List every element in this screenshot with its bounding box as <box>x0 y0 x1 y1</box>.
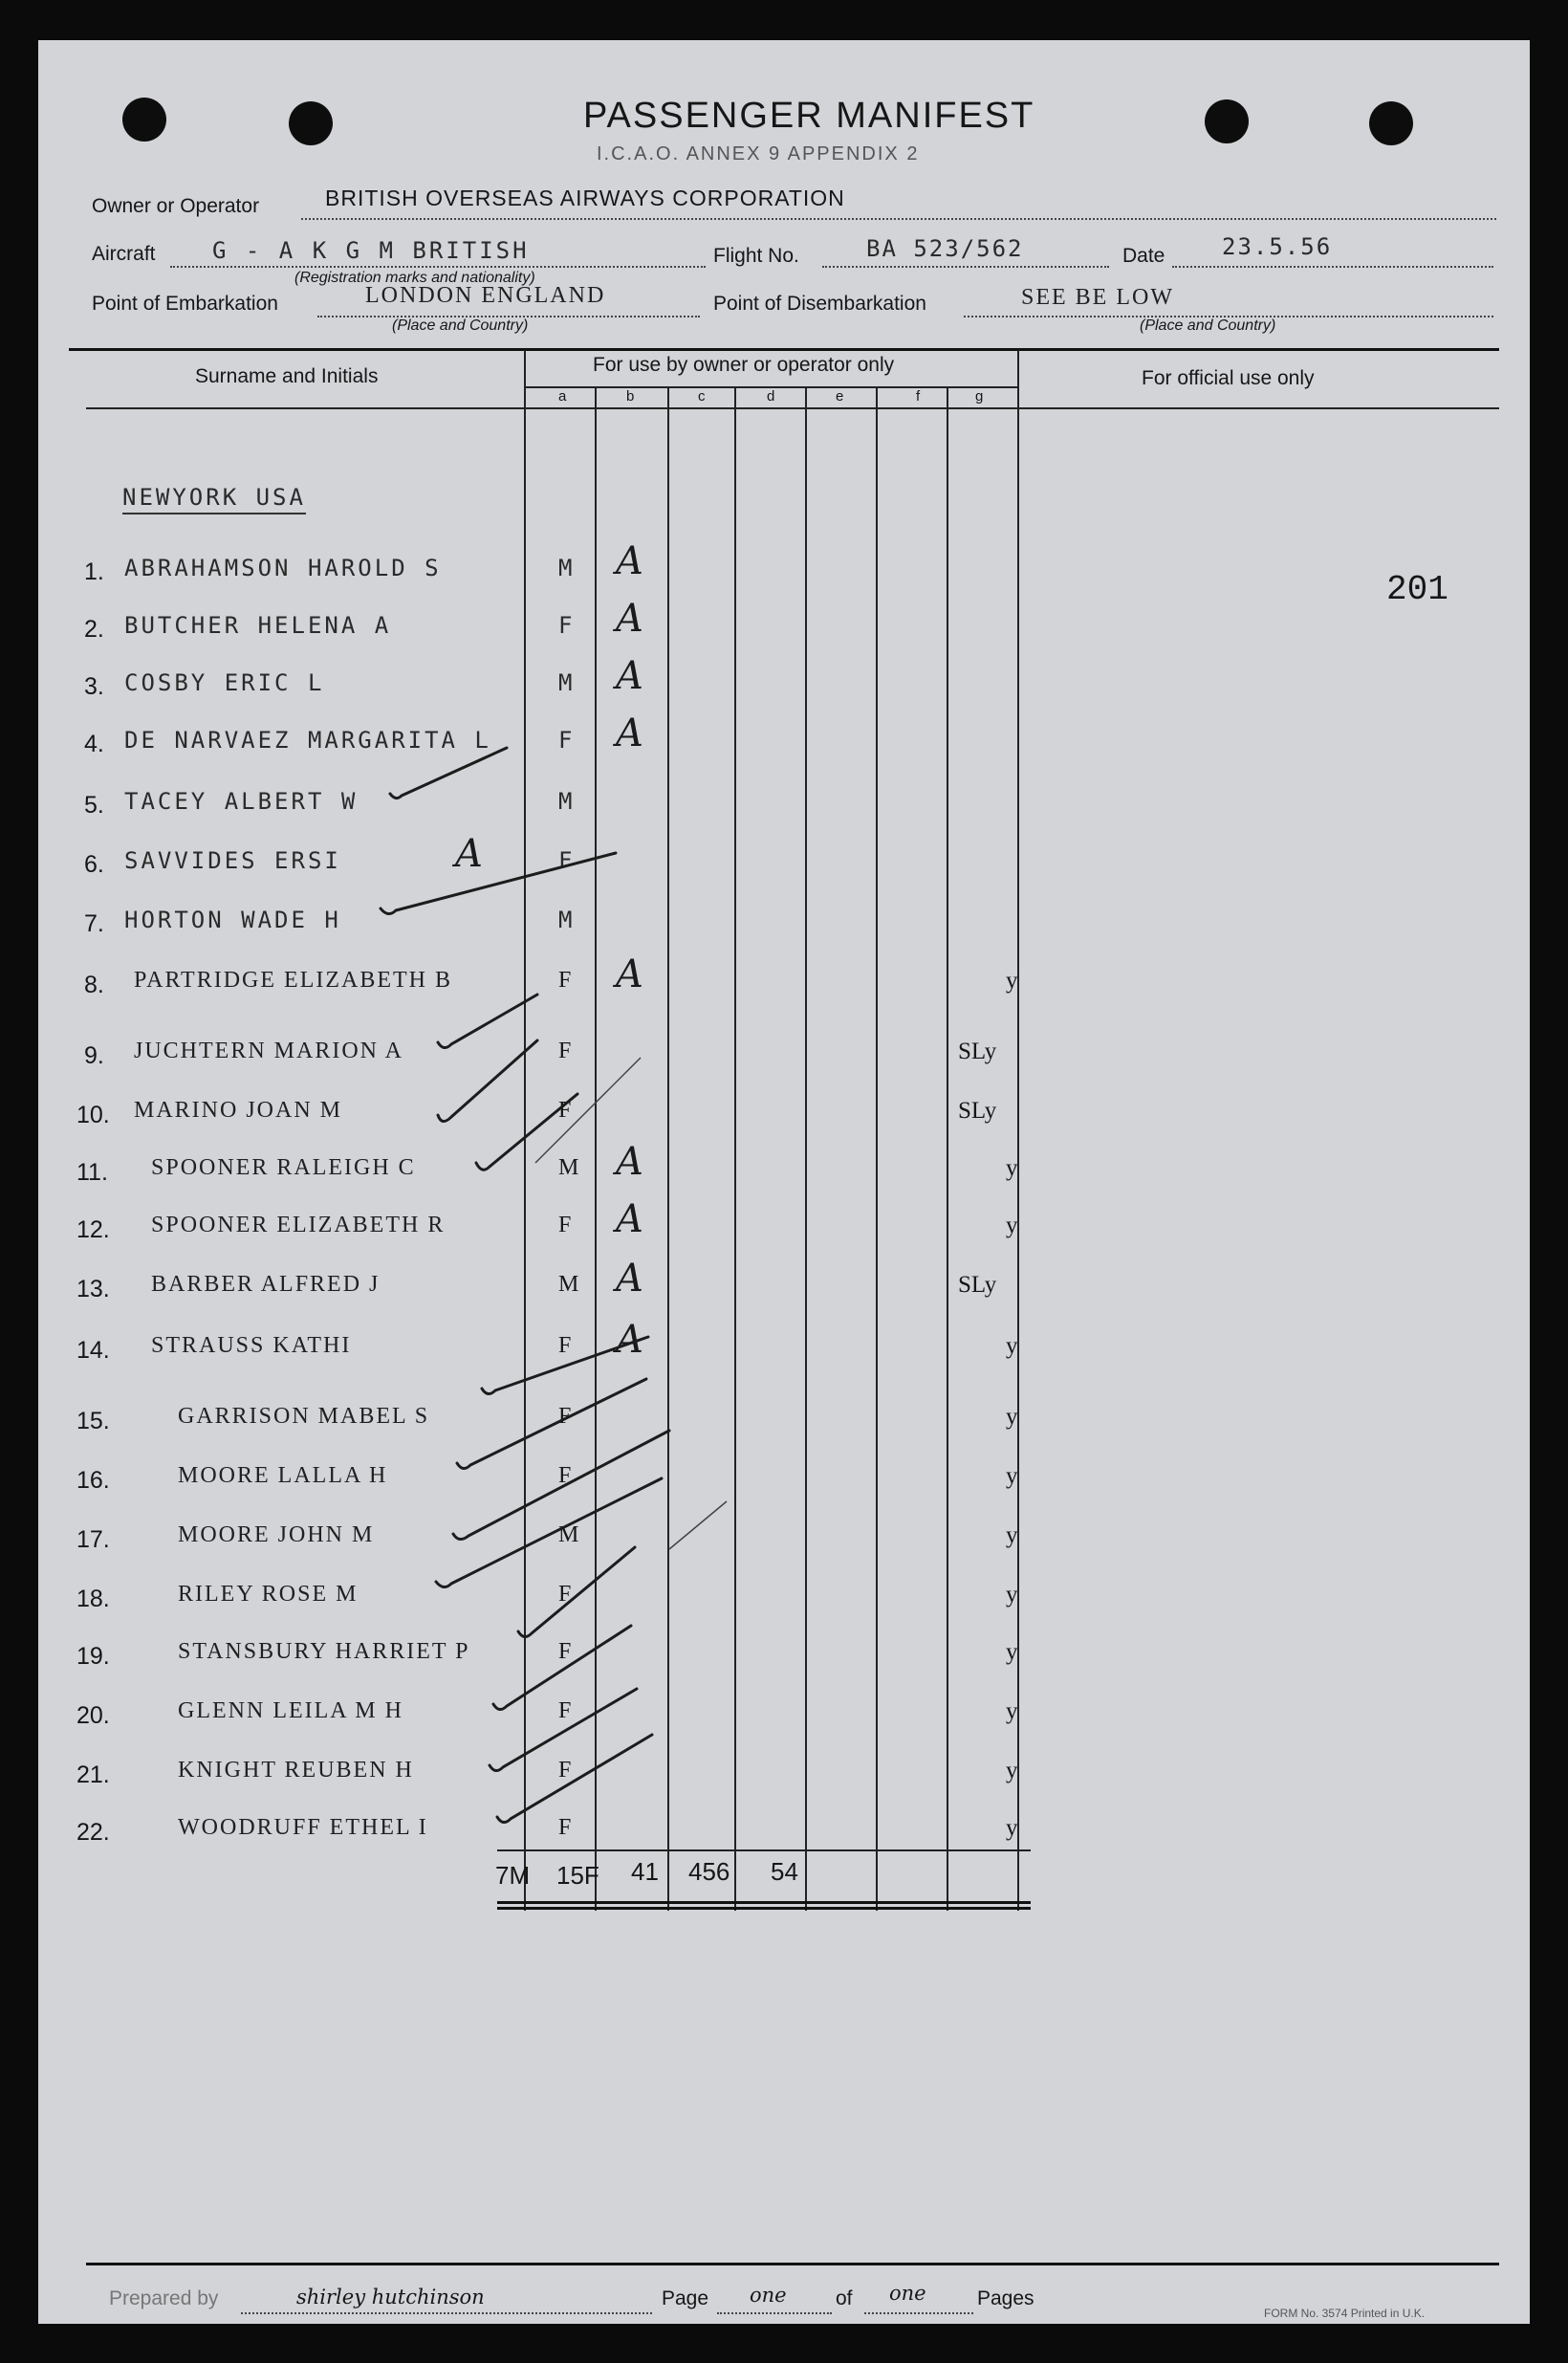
passenger-sex: M <box>558 1155 579 1180</box>
col-g-value: y <box>1006 1522 1018 1548</box>
col-divider-f <box>876 388 878 1911</box>
passenger-name: RILEY ROSE M <box>178 1582 359 1607</box>
passenger-sex: F <box>558 1404 572 1429</box>
col-b-mark: A <box>455 832 483 876</box>
passenger-name: GLENN LEILA M H <box>178 1698 403 1723</box>
disembark-value: SEE BE LOW <box>1021 285 1174 310</box>
passenger-sex: F <box>558 1698 572 1723</box>
passenger-name: TACEY ALBERT W <box>124 788 359 815</box>
col-g-value: y <box>1006 1582 1018 1608</box>
col-owner-header: For use by owner or operator only <box>593 354 895 376</box>
of-label: of <box>836 2287 853 2309</box>
passenger-sex: F <box>558 1639 572 1664</box>
col-g-value: y <box>1006 1463 1018 1489</box>
col-b-mark: A <box>616 1257 643 1301</box>
punch-hole-4 <box>1369 101 1413 145</box>
col-divider-g <box>947 388 948 1911</box>
footer-rule <box>86 2263 1499 2265</box>
passenger-name: MARINO JOAN M <box>134 1098 343 1123</box>
destination-heading: NEWYORK USA <box>122 484 306 514</box>
passenger-name: SAVVIDES ERSI <box>124 847 341 874</box>
passenger-name: HORTON WADE H <box>124 907 341 933</box>
owner-value: BRITISH OVERSEAS AIRWAYS CORPORATION <box>325 186 845 210</box>
manifest-title: PASSENGER MANIFEST <box>583 96 1035 136</box>
flight-value: BA 523/562 <box>866 235 1024 262</box>
row-number: 16. <box>76 1467 110 1494</box>
col-letter-d: d <box>767 388 775 405</box>
disembark-note: (Place and Country) <box>1140 317 1276 334</box>
col-divider-a <box>524 350 526 1911</box>
row-number: 6. <box>84 851 104 878</box>
embark-value: LONDON ENGLAND <box>365 283 606 308</box>
passenger-sex: F <box>558 1333 572 1358</box>
row-number: 3. <box>84 673 104 700</box>
total-c: 456 <box>688 1857 730 1886</box>
header-bottom-rule <box>86 407 1499 409</box>
passenger-name: MOORE LALLA H <box>178 1463 388 1488</box>
owner-label: Owner or Operator <box>92 195 260 217</box>
passenger-sex: F <box>558 1815 572 1840</box>
col-g-value: y <box>1006 1333 1018 1359</box>
page-value: one <box>750 2284 787 2307</box>
row-number: 9. <box>84 1042 104 1069</box>
col-divider-c <box>667 388 669 1911</box>
form-number: FORM No. 3574 Printed in U.K. <box>1264 2307 1426 2320</box>
row-number: 10. <box>76 1102 110 1128</box>
passenger-sex: M <box>558 555 576 581</box>
col-g-value: y <box>1006 1758 1018 1783</box>
total-d: 54 <box>771 1857 798 1886</box>
row-number: 17. <box>76 1526 110 1553</box>
col-letter-b: b <box>626 388 635 405</box>
col-official-header: For official use only <box>1142 367 1315 389</box>
row-number: 15. <box>76 1408 110 1434</box>
row-number: 21. <box>76 1761 110 1788</box>
date-label: Date <box>1122 245 1165 267</box>
row-number: 1. <box>84 558 104 585</box>
passenger-name: ABRAHAMSON HAROLD S <box>124 555 442 581</box>
col-divider-d <box>734 388 736 1911</box>
passenger-name: BARBER ALFRED J <box>151 1272 381 1297</box>
passenger-sex: F <box>558 1758 572 1783</box>
passenger-sex: F <box>558 1098 572 1123</box>
col-g-value: y <box>1006 968 1018 994</box>
row-number: 22. <box>76 1819 110 1846</box>
page-dotted-line <box>717 2312 832 2314</box>
col-g-value: y <box>1006 1213 1018 1238</box>
passenger-sex: F <box>558 847 576 874</box>
col-b-mark: A <box>616 1140 643 1184</box>
aircraft-dotted-line <box>170 266 706 268</box>
col-divider-official <box>1017 350 1019 1911</box>
embark-note: (Place and Country) <box>392 317 529 334</box>
col-letter-f: f <box>916 388 921 405</box>
punch-hole-3 <box>1205 99 1249 143</box>
row-number: 11. <box>76 1159 108 1186</box>
prepared-dotted-line <box>241 2312 652 2314</box>
col-g-value: y <box>1006 1639 1018 1665</box>
passenger-sex: M <box>558 669 576 696</box>
row-number: 20. <box>76 1702 110 1729</box>
of-dotted-line <box>864 2312 973 2314</box>
row-number: 7. <box>84 910 104 937</box>
col-surname-header: Surname and Initials <box>195 365 379 387</box>
col-g-value: SLy <box>958 1272 997 1298</box>
total-male: 7M <box>495 1861 531 1890</box>
passenger-sex: F <box>558 968 572 993</box>
col-b-mark: A <box>616 952 643 996</box>
punch-hole-1 <box>122 98 166 142</box>
prepared-value: shirley hutchinson <box>296 2286 485 2308</box>
official-number: 201 <box>1386 570 1448 609</box>
passenger-name: WOODRUFF ETHEL I <box>178 1815 428 1840</box>
col-g-value: SLy <box>958 1098 997 1124</box>
row-number: 8. <box>84 972 104 998</box>
embark-label: Point of Embarkation <box>92 293 278 315</box>
passenger-sex: F <box>558 612 576 639</box>
registration-note: (Registration marks and nationality) <box>294 270 535 286</box>
col-divider-b <box>595 388 597 1911</box>
passenger-name: JUCHTERN MARION A <box>134 1039 404 1063</box>
row-number: 18. <box>76 1586 110 1612</box>
passenger-name: BUTCHER HELENA A <box>124 612 392 639</box>
col-g-value: y <box>1006 1404 1018 1430</box>
passenger-sex: F <box>558 1463 572 1488</box>
date-value: 23.5.56 <box>1222 233 1333 260</box>
passenger-name: KNIGHT REUBEN H <box>178 1758 414 1783</box>
row-number: 13. <box>76 1276 110 1302</box>
row-number: 19. <box>76 1643 110 1670</box>
table-top-rule <box>69 348 1499 351</box>
col-letter-e: e <box>836 388 844 405</box>
passenger-sex: F <box>558 1213 572 1237</box>
flight-dotted-line <box>822 266 1109 268</box>
page-label: Page <box>662 2287 709 2309</box>
prepared-label: Prepared by <box>109 2287 219 2309</box>
passenger-name: DE NARVAEZ MARGARITA L <box>124 727 491 754</box>
row-number: 5. <box>84 792 104 819</box>
punch-hole-2 <box>289 101 333 145</box>
row-number: 2. <box>84 616 104 643</box>
passenger-sex: F <box>558 1039 572 1063</box>
col-b-mark: A <box>616 711 643 755</box>
passenger-name: PARTRIDGE ELIZABETH B <box>134 968 452 993</box>
col-g-value: SLy <box>958 1039 997 1064</box>
col-b-mark: A <box>616 1197 643 1241</box>
passenger-name: SPOONER RALEIGH C <box>151 1155 416 1180</box>
passenger-name: STANSBURY HARRIET P <box>178 1639 470 1664</box>
col-b-mark: A <box>616 654 643 698</box>
totals-bottom-rule-2 <box>497 1907 1031 1910</box>
totals-top-rule <box>497 1849 1031 1851</box>
total-female: 15F <box>556 1861 599 1890</box>
passenger-name: GARRISON MABEL S <box>178 1404 430 1429</box>
row-number: 12. <box>76 1216 110 1243</box>
manifest-subtitle: I.C.A.O. ANNEX 9 APPENDIX 2 <box>597 143 920 164</box>
passenger-sex: F <box>558 727 576 754</box>
col-letter-a: a <box>558 388 567 405</box>
row-number: 4. <box>84 731 104 757</box>
col-divider-e <box>805 388 807 1911</box>
owner-dotted-line <box>301 218 1496 220</box>
disembark-label: Point of Disembarkation <box>713 293 926 315</box>
col-g-value: y <box>1006 1815 1018 1841</box>
row-number: 14. <box>76 1337 110 1364</box>
col-letter-g: g <box>975 388 984 405</box>
passenger-sex: F <box>558 1582 572 1607</box>
passenger-sex: M <box>558 1522 579 1547</box>
passenger-sex: M <box>558 907 576 933</box>
passenger-sex: M <box>558 788 576 815</box>
passenger-name: MOORE JOHN M <box>178 1522 375 1547</box>
passenger-sex: M <box>558 1272 579 1297</box>
col-letter-c: c <box>698 388 706 405</box>
col-b-mark: A <box>616 597 643 641</box>
passenger-name: COSBY ERIC L <box>124 669 325 696</box>
passenger-name: STRAUSS KATHI <box>151 1333 352 1358</box>
col-b-mark: A <box>616 539 643 583</box>
totals-bottom-rule <box>497 1901 1031 1904</box>
flight-label: Flight No. <box>713 245 799 267</box>
total-b: 41 <box>631 1857 659 1886</box>
date-dotted-line <box>1172 266 1493 268</box>
aircraft-value: G - A K G M BRITISH <box>212 237 530 264</box>
of-value: one <box>889 2282 926 2305</box>
col-b-mark: A <box>616 1318 643 1362</box>
aircraft-label: Aircraft <box>92 243 156 265</box>
col-g-value: y <box>1006 1155 1018 1181</box>
passenger-name: SPOONER ELIZABETH R <box>151 1213 446 1237</box>
pages-label: Pages <box>977 2287 1034 2309</box>
col-g-value: y <box>1006 1698 1018 1724</box>
